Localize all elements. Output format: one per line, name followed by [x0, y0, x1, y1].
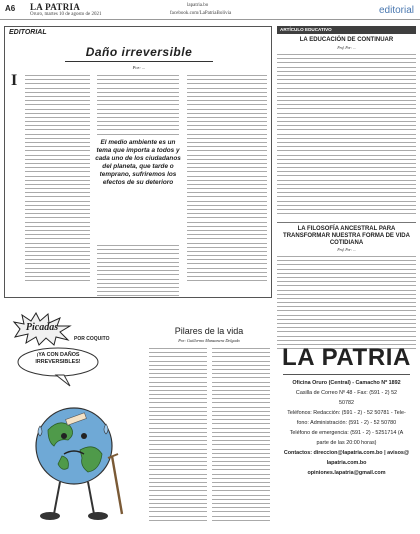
- publisher-phone-emergency: Teléfono de emergencia: (591 - 2) - 5251714 (A: [289, 430, 404, 436]
- publisher-fax: 50782: [339, 400, 354, 406]
- left-column: [4, 26, 272, 526]
- dropcap: I: [11, 72, 18, 89]
- crutch-icon: [112, 456, 122, 514]
- publisher-opinions-email[interactable]: opiniones.lapatria@gmail.com: [307, 470, 386, 476]
- masthead: LA PATRIA: [30, 2, 81, 12]
- article-2-text: [277, 256, 416, 352]
- publisher-address: Oficina Oruro (Central) - Camacho Nº 1892: [292, 380, 401, 386]
- editorial-byline: Por: ...: [132, 65, 146, 70]
- cartoon-speech-text: ¡YA CON DAÑOS IRREVERSIBLES!: [35, 352, 81, 365]
- title-rule: [65, 61, 213, 62]
- editorial-text-col3: [187, 75, 267, 284]
- cartoon-logo: [12, 312, 72, 346]
- cartoon-logo-text: Picadas: [25, 322, 59, 333]
- editorial-text-col2-bottom: [97, 245, 179, 299]
- publisher-phone-admin: fono: Administración: (591 - 2) - 52 50780: [296, 420, 397, 426]
- section-bar: ARTÍCULO EDUCATIVO: [277, 26, 416, 34]
- publisher-rule: [283, 374, 410, 375]
- article-1-title: LA EDUCACIÓN DE CONTINUAR: [299, 37, 394, 43]
- right-column: [277, 26, 416, 526]
- cartoon-credit: POR COQUITO: [74, 336, 110, 342]
- pilares-title: Pilares de la vida: [174, 326, 244, 336]
- publisher-info-box: [277, 344, 416, 524]
- publisher-phone-newsroom: Teléfonos: Redacción: (591 - 2) - 52 50781 - Tele-: [287, 410, 406, 416]
- issue-date: Oruro, martes 10 de agosto de 2021: [30, 12, 102, 17]
- cartoon-illustration: [4, 346, 144, 526]
- page-number: A6: [5, 4, 16, 13]
- page-header: [0, 0, 420, 20]
- article-2-title: LA FILOSOFÍA ANCESTRAL PARA TRANSFORMAR NUESTRA FORMA DE VIDA COTIDIANA: [283, 226, 410, 246]
- article-2-byline: Prof. Por: ...: [337, 248, 356, 252]
- editorial-box: [4, 26, 272, 298]
- editorial-pullquote: El medio ambiente es un tema que importa a todos y cada uno de los ciudadanos del planeta, que tarde o temprano, sufriremos los efectos de su deterioro: [95, 139, 181, 186]
- editorial-text-col2-top: [97, 75, 179, 138]
- pilares-byline: Por: Guillermo Manzanera Delgado: [178, 338, 240, 343]
- section-label: editorial: [378, 5, 414, 16]
- publisher-phone-hours: parte de las 20:00 horas): [316, 440, 377, 446]
- article-1-byline: Prof. Por: ...: [337, 46, 356, 50]
- publisher-name: LA PATRIA: [282, 344, 411, 371]
- publisher-mailbox: Casilla de Correo Nº 48 - Fax: (591 - 2) 52: [295, 390, 398, 396]
- article-1-text: [277, 54, 416, 217]
- editorial-text-col1: [25, 75, 90, 284]
- pilares-text-col1: [149, 348, 207, 524]
- publisher-contacts[interactable]: Contactos: direccion@lapatria.com.bo | avisos@: [283, 450, 410, 456]
- facebook-link[interactable]: facebook.com/LaPatriaBolivia: [170, 11, 232, 16]
- editorial-cartoon: [4, 304, 144, 526]
- article-divider: [277, 222, 416, 223]
- editorial-tag: EDITORIAL: [9, 29, 47, 36]
- publisher-contacts-domain[interactable]: lapatria.com.bo: [326, 460, 367, 466]
- website-link[interactable]: lapatria.bo: [187, 3, 209, 8]
- pilares-text-col2: [212, 348, 270, 524]
- editorial-title: Daño irreversible: [85, 45, 193, 59]
